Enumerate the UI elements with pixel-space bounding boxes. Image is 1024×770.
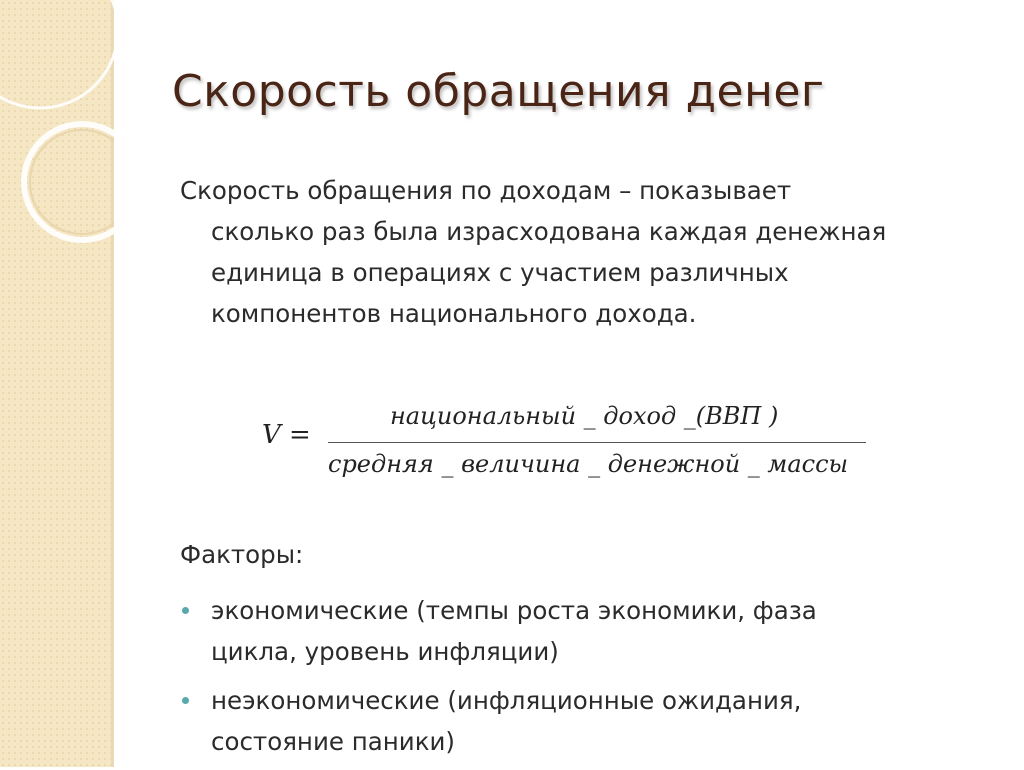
paragraph-line: единица в операциях с участием различных (211, 258, 789, 287)
list-item (180, 590, 980, 672)
factors-list (180, 590, 980, 770)
definition-paragraph (180, 170, 980, 334)
formula-lhs: V = (262, 420, 311, 450)
paragraph-line: сколько раз была израсходована каждая денежная (211, 217, 887, 246)
velocity-formula (262, 398, 882, 488)
factors-heading: Факторы: (180, 540, 304, 569)
paragraph-line: Скорость обращения по доходам – показывает (180, 176, 792, 205)
list-item (180, 680, 980, 762)
slide-title: Скорость обращения денег (172, 66, 825, 117)
list-item-line: экономические (темпы роста экономики, фаза (211, 596, 817, 625)
fraction-bar (328, 442, 866, 443)
list-item-line: состояние паники) (211, 727, 455, 756)
decorative-circles (0, 0, 114, 260)
list-item-line: неэкономические (инфляционные ожидания, (211, 686, 802, 715)
list-item-line: цикла, уровень инфляции) (211, 637, 559, 666)
bullet-icon (182, 697, 189, 704)
bullet-icon (182, 607, 189, 614)
formula-denominator: средняя _ величина _ денежной _ массы (328, 450, 849, 478)
formula-numerator: национальный _ доход _(ВВП ) (390, 402, 779, 430)
paragraph-line: компонентов национального дохода. (211, 299, 697, 328)
